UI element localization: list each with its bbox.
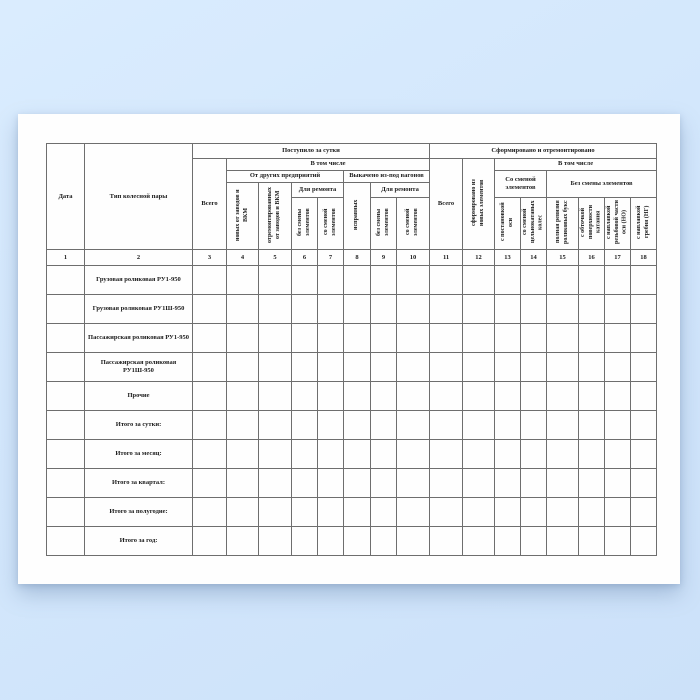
empty-data-cell <box>397 469 430 498</box>
empty-data-cell <box>495 527 521 556</box>
empty-data-cell <box>547 440 579 469</box>
empty-data-cell <box>344 411 371 440</box>
empty-data-cell <box>495 469 521 498</box>
empty-data-cell <box>318 411 344 440</box>
empty-data-cell <box>605 266 631 295</box>
empty-data-cell <box>547 382 579 411</box>
empty-data-cell <box>579 469 605 498</box>
empty-data-cell <box>463 469 495 498</box>
empty-data-cell <box>605 382 631 411</box>
empty-data-cell <box>259 498 292 527</box>
empty-data-cell <box>579 295 605 324</box>
empty-data-cell <box>47 440 85 469</box>
empty-data-cell <box>579 324 605 353</box>
empty-data-cell <box>292 411 318 440</box>
empty-data-cell <box>397 382 430 411</box>
empty-data-cell <box>397 498 430 527</box>
empty-data-cell <box>227 469 259 498</box>
empty-data-cell <box>463 440 495 469</box>
empty-data-cell <box>605 411 631 440</box>
empty-data-cell <box>605 440 631 469</box>
table-row <box>47 324 657 353</box>
empty-data-cell <box>463 527 495 556</box>
row-label: Итого за полугодие: <box>85 498 193 527</box>
header-total-received: Всего <box>193 159 227 250</box>
column-number: 3 <box>193 250 227 266</box>
empty-data-cell <box>344 527 371 556</box>
empty-data-cell <box>521 324 547 353</box>
table-row <box>47 411 657 440</box>
empty-data-cell <box>631 295 657 324</box>
empty-data-cell <box>47 469 85 498</box>
empty-data-cell <box>579 498 605 527</box>
empty-data-cell <box>463 295 495 324</box>
empty-data-cell <box>227 353 259 382</box>
column-number: 11 <box>430 250 463 266</box>
table-row <box>47 440 657 469</box>
empty-data-cell <box>371 527 397 556</box>
column-number: 14 <box>521 250 547 266</box>
empty-data-cell <box>430 266 463 295</box>
row-label: Итого за месяц: <box>85 440 193 469</box>
empty-data-cell <box>371 498 397 527</box>
empty-data-cell <box>463 411 495 440</box>
empty-data-cell <box>495 324 521 353</box>
empty-data-cell <box>259 353 292 382</box>
empty-data-cell <box>430 469 463 498</box>
empty-data-cell <box>371 469 397 498</box>
empty-data-cell <box>495 440 521 469</box>
empty-data-cell <box>579 411 605 440</box>
empty-data-cell <box>47 266 85 295</box>
header-wheel-change: со сменой цельнокатаных колес <box>521 198 547 250</box>
row-label: Пассажирская роликовая РУ1Ш-950 <box>85 353 193 382</box>
empty-data-cell <box>463 382 495 411</box>
empty-data-cell <box>292 498 318 527</box>
empty-data-cell <box>193 527 227 556</box>
header-no-element-change-1: без смены элементов <box>292 198 318 250</box>
empty-data-cell <box>430 498 463 527</box>
empty-data-cell <box>463 353 495 382</box>
empty-data-cell <box>521 469 547 498</box>
empty-data-cell <box>292 527 318 556</box>
empty-data-cell <box>193 324 227 353</box>
row-label: Грузовая роликовая РУ1Ш-950 <box>85 295 193 324</box>
empty-data-cell <box>579 527 605 556</box>
empty-data-cell <box>631 266 657 295</box>
table-row <box>47 382 657 411</box>
column-number: 2 <box>85 250 193 266</box>
header-surface-turning: с обточкой поверхности катания <box>579 198 605 250</box>
empty-data-cell <box>430 353 463 382</box>
empty-data-cell <box>227 411 259 440</box>
empty-data-cell <box>547 324 579 353</box>
column-number: 5 <box>259 250 292 266</box>
header-from-other-enterprises: От других предприятий <box>227 171 344 183</box>
empty-data-cell <box>521 353 547 382</box>
empty-data-cell <box>292 469 318 498</box>
wheelset-log-table <box>46 143 657 556</box>
column-number: 16 <box>579 250 605 266</box>
column-number-row <box>47 250 657 266</box>
empty-data-cell <box>292 382 318 411</box>
empty-data-cell <box>547 469 579 498</box>
empty-data-cell <box>193 295 227 324</box>
empty-data-cell <box>631 411 657 440</box>
empty-data-cell <box>397 411 430 440</box>
empty-data-cell <box>318 266 344 295</box>
empty-data-cell <box>430 324 463 353</box>
empty-data-cell <box>227 498 259 527</box>
empty-data-cell <box>495 498 521 527</box>
empty-data-cell <box>371 266 397 295</box>
empty-data-cell <box>227 382 259 411</box>
empty-data-cell <box>344 382 371 411</box>
header-serviceable: исправных <box>344 183 371 250</box>
empty-data-cell <box>318 324 344 353</box>
row-label: Грузовая роликовая РУ1-950 <box>85 266 193 295</box>
header-date: Дата <box>47 144 85 250</box>
empty-data-cell <box>259 440 292 469</box>
empty-data-cell <box>463 324 495 353</box>
empty-data-cell <box>579 266 605 295</box>
empty-data-cell <box>318 469 344 498</box>
header-total-formed: Всего <box>430 159 463 250</box>
empty-data-cell <box>259 527 292 556</box>
empty-data-cell <box>631 527 657 556</box>
empty-data-cell <box>397 353 430 382</box>
header-element-change-2: со сменой элементов <box>397 198 430 250</box>
empty-data-cell <box>344 266 371 295</box>
empty-data-cell <box>344 498 371 527</box>
empty-data-cell <box>579 353 605 382</box>
column-number: 12 <box>463 250 495 266</box>
empty-data-cell <box>371 353 397 382</box>
empty-data-cell <box>463 498 495 527</box>
empty-data-cell <box>193 498 227 527</box>
empty-data-cell <box>605 498 631 527</box>
empty-data-cell <box>318 295 344 324</box>
empty-data-cell <box>521 382 547 411</box>
empty-data-cell <box>193 469 227 498</box>
empty-data-cell <box>631 382 657 411</box>
empty-data-cell <box>193 440 227 469</box>
document-sheet <box>18 114 680 584</box>
empty-data-cell <box>397 440 430 469</box>
empty-data-cell <box>47 295 85 324</box>
empty-data-cell <box>344 353 371 382</box>
empty-data-cell <box>397 527 430 556</box>
empty-data-cell <box>430 382 463 411</box>
empty-data-cell <box>259 382 292 411</box>
empty-data-cell <box>227 266 259 295</box>
header-repaired-from-plants: отремонтированных от заводов и ВКМ <box>259 183 292 250</box>
table-row <box>47 527 657 556</box>
empty-data-cell <box>371 440 397 469</box>
empty-data-cell <box>397 324 430 353</box>
column-number: 8 <box>344 250 371 266</box>
empty-data-cell <box>521 295 547 324</box>
empty-data-cell <box>227 527 259 556</box>
header-flange-welding: с наплавкой гребня (НГ) <box>631 198 657 250</box>
empty-data-cell <box>344 469 371 498</box>
empty-data-cell <box>371 411 397 440</box>
header-formed-and-repaired: Сформировано и отремонтировано <box>430 144 657 159</box>
empty-data-cell <box>547 527 579 556</box>
header-including-left: В том числе <box>227 159 430 171</box>
column-number: 1 <box>47 250 85 266</box>
empty-data-cell <box>521 498 547 527</box>
column-number: 9 <box>371 250 397 266</box>
empty-data-cell <box>430 440 463 469</box>
empty-data-cell <box>547 498 579 527</box>
header-roller-box-revision: полная ревизия роликовых букс <box>547 198 579 250</box>
empty-data-cell <box>605 353 631 382</box>
empty-data-cell <box>344 440 371 469</box>
header-axle-install: с постановкой оси <box>495 198 521 250</box>
empty-data-cell <box>259 411 292 440</box>
empty-data-cell <box>521 266 547 295</box>
row-label: Итого за сутки: <box>85 411 193 440</box>
table-row <box>47 469 657 498</box>
table-row <box>47 295 657 324</box>
empty-data-cell <box>318 498 344 527</box>
empty-data-cell <box>193 266 227 295</box>
row-label: Итого за год: <box>85 527 193 556</box>
empty-data-cell <box>631 353 657 382</box>
empty-data-cell <box>605 295 631 324</box>
empty-data-cell <box>259 324 292 353</box>
empty-data-cell <box>371 382 397 411</box>
empty-data-cell <box>521 527 547 556</box>
empty-data-cell <box>579 382 605 411</box>
empty-data-cell <box>495 353 521 382</box>
empty-data-cell <box>631 324 657 353</box>
empty-data-cell <box>344 295 371 324</box>
empty-data-cell <box>318 527 344 556</box>
table-header <box>47 144 657 266</box>
header-element-change-1: со сменой элементов <box>318 198 344 250</box>
table-row <box>47 498 657 527</box>
empty-data-cell <box>259 469 292 498</box>
empty-data-cell <box>605 469 631 498</box>
empty-data-cell <box>259 266 292 295</box>
row-label: Пассажирская роликовая РУ1-950 <box>85 324 193 353</box>
empty-data-cell <box>318 353 344 382</box>
empty-data-cell <box>344 324 371 353</box>
header-wheelset-type: Тип колесной пары <box>85 144 193 250</box>
empty-data-cell <box>521 440 547 469</box>
empty-data-cell <box>397 266 430 295</box>
empty-data-cell <box>371 295 397 324</box>
empty-data-cell <box>430 527 463 556</box>
empty-data-cell <box>47 382 85 411</box>
empty-data-cell <box>292 440 318 469</box>
empty-data-cell <box>495 295 521 324</box>
header-new-from-plants: новых от заводов и ВКМ <box>227 183 259 250</box>
empty-data-cell <box>47 353 85 382</box>
empty-data-cell <box>292 353 318 382</box>
empty-data-cell <box>47 411 85 440</box>
empty-data-cell <box>259 295 292 324</box>
empty-data-cell <box>547 353 579 382</box>
empty-data-cell <box>227 440 259 469</box>
column-number: 18 <box>631 250 657 266</box>
empty-data-cell <box>193 382 227 411</box>
empty-data-cell <box>318 382 344 411</box>
empty-data-cell <box>463 266 495 295</box>
empty-data-cell <box>193 353 227 382</box>
empty-data-cell <box>547 411 579 440</box>
column-number: 17 <box>605 250 631 266</box>
empty-data-cell <box>579 440 605 469</box>
table-row <box>47 353 657 382</box>
empty-data-cell <box>605 324 631 353</box>
empty-data-cell <box>430 411 463 440</box>
header-formed-from-new-elements: сформировано из новых элементов <box>463 159 495 250</box>
table-row <box>47 266 657 295</box>
empty-data-cell <box>430 295 463 324</box>
empty-data-cell <box>605 527 631 556</box>
column-number: 15 <box>547 250 579 266</box>
empty-data-cell <box>495 266 521 295</box>
empty-data-cell <box>631 469 657 498</box>
empty-data-cell <box>47 324 85 353</box>
header-thread-welding: с наплавкой резьбовой части оси (НО) <box>605 198 631 250</box>
empty-data-cell <box>631 440 657 469</box>
header-without-element-change: Без смены элементов <box>547 171 657 198</box>
header-received-per-day: Поступило за сутки <box>193 144 430 159</box>
row-label: Итого за квартал: <box>85 469 193 498</box>
column-number: 4 <box>227 250 259 266</box>
header-including-right: В том числе <box>495 159 657 171</box>
empty-data-cell <box>292 266 318 295</box>
empty-data-cell <box>227 324 259 353</box>
empty-data-cell <box>547 266 579 295</box>
column-number: 13 <box>495 250 521 266</box>
empty-data-cell <box>495 411 521 440</box>
header-for-repair-right: Для ремонта <box>371 183 430 198</box>
empty-data-cell <box>521 411 547 440</box>
empty-data-cell <box>292 295 318 324</box>
header-for-repair-left: Для ремонта <box>292 183 344 198</box>
empty-data-cell <box>47 498 85 527</box>
empty-data-cell <box>292 324 318 353</box>
empty-data-cell <box>631 498 657 527</box>
empty-data-cell <box>371 324 397 353</box>
header-no-element-change-2: без смены элементов <box>371 198 397 250</box>
header-with-element-change: Со сменой элементов <box>495 171 547 198</box>
column-number: 7 <box>318 250 344 266</box>
row-label: Прочие <box>85 382 193 411</box>
empty-data-cell <box>47 527 85 556</box>
header-rolled-out-from-wagons: Выкачено из-под вагонов <box>344 171 430 183</box>
column-number: 10 <box>397 250 430 266</box>
column-number: 6 <box>292 250 318 266</box>
empty-data-cell <box>547 295 579 324</box>
empty-data-cell <box>193 411 227 440</box>
table-body <box>47 266 657 556</box>
empty-data-cell <box>227 295 259 324</box>
empty-data-cell <box>495 382 521 411</box>
empty-data-cell <box>318 440 344 469</box>
empty-data-cell <box>397 295 430 324</box>
